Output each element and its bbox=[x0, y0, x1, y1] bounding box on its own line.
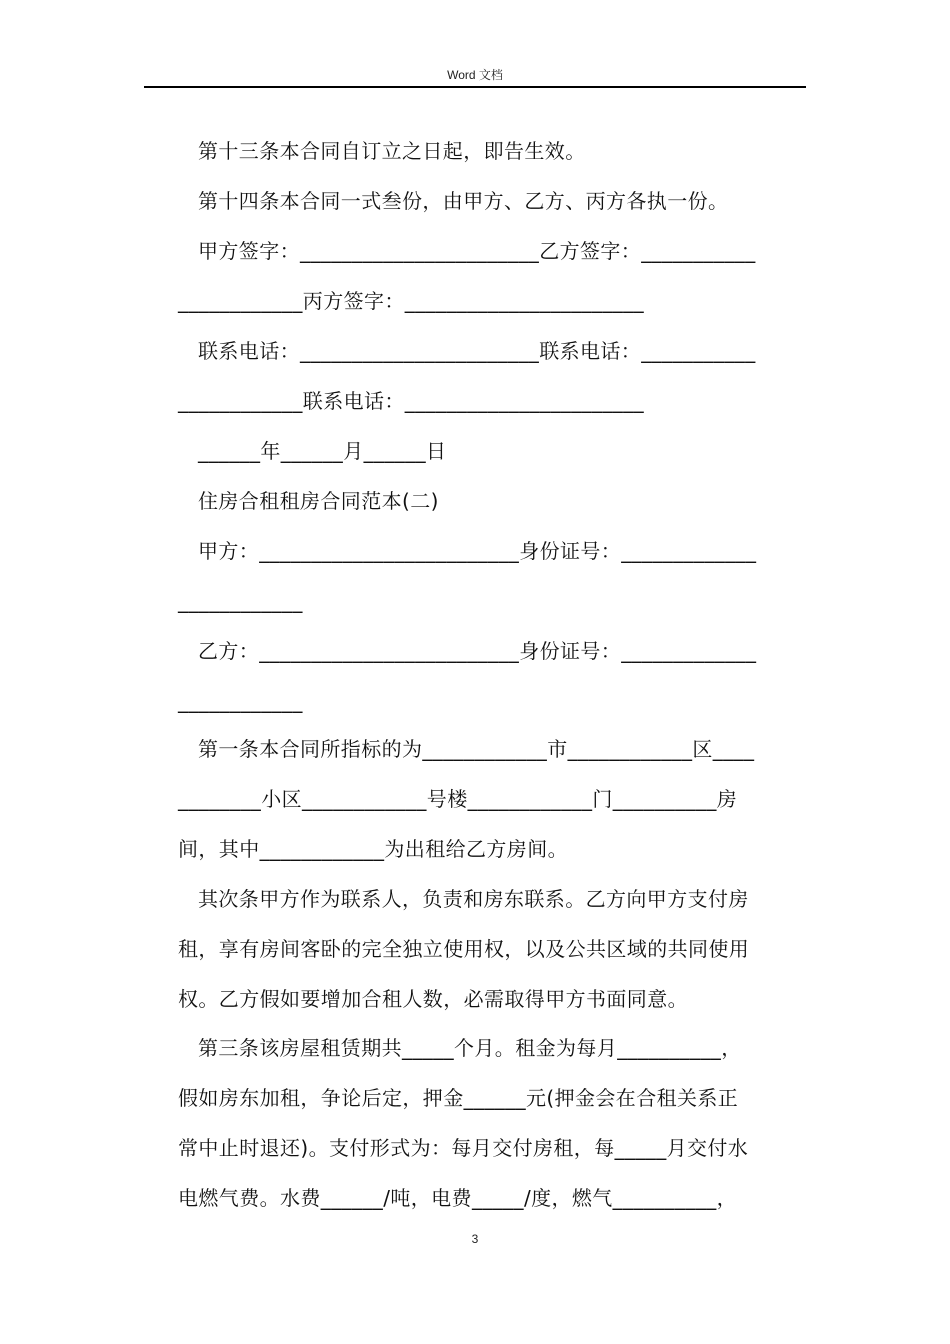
article-1-line-3: 间，其中____________为出租给乙方房间。 bbox=[178, 837, 568, 861]
party-b-id-continuation: ____________ bbox=[178, 689, 303, 713]
page-header: Word 文档 bbox=[447, 68, 503, 82]
party-a-id-continuation: ____________ bbox=[178, 589, 303, 613]
page-number: 3 bbox=[471, 1232, 479, 1246]
clause-14: 第十四条本合同一式叁份，由甲方、乙方、丙方各执一份。 bbox=[198, 189, 729, 213]
date-line: ______年______月______日 bbox=[198, 439, 447, 463]
article-1-line-2: ________小区____________号楼____________门__________房 bbox=[178, 787, 738, 811]
header-divider bbox=[144, 86, 806, 88]
phone-line-a-b: 联系电话：_______________________联系电话：___________ bbox=[198, 339, 756, 363]
article-3-line-1: 第三条该房屋租赁期共_____个月。租金为每月__________， bbox=[198, 1036, 742, 1060]
phone-line-c: ____________联系电话：_______________________ bbox=[178, 389, 644, 413]
article-3-line-3: 常中止时退还)。支付形式为：每月交付房租，每_____月交付水 bbox=[178, 1136, 749, 1160]
article-1-line-1: 第一条本合同所指标的为____________市____________区____ bbox=[198, 737, 755, 761]
signature-line-c: ____________丙方签字：_______________________ bbox=[178, 289, 644, 313]
article-3-line-2: 假如房东加租，争论后定，押金______元(押金会在合租关系正 bbox=[178, 1086, 739, 1110]
signature-line-a-b: 甲方签字：_______________________乙方签字：___________ bbox=[198, 239, 756, 263]
clause-13: 第十三条本合同自订立之日起，即告生效。 bbox=[198, 139, 586, 163]
article-2-line-2: 租，享有房间客卧的完全独立使用权，以及公共区域的共同使用 bbox=[178, 937, 750, 961]
section-title: 住房合租租房合同范本(二) bbox=[198, 489, 439, 513]
party-b-line: 乙方：_________________________身份证号：_____________ bbox=[198, 639, 757, 663]
article-2-line-3: 权。乙方假如要增加合租人数，必需取得甲方书面同意。 bbox=[178, 987, 688, 1011]
article-2-line-1: 其次条甲方作为联系人，负责和房东联系。乙方向甲方支付房 bbox=[198, 887, 749, 911]
party-a-line: 甲方：_________________________身份证号：_____________ bbox=[198, 539, 757, 563]
article-3-line-4: 电燃气费。水费______/吨，电费_____/度，燃气__________， bbox=[178, 1186, 738, 1210]
